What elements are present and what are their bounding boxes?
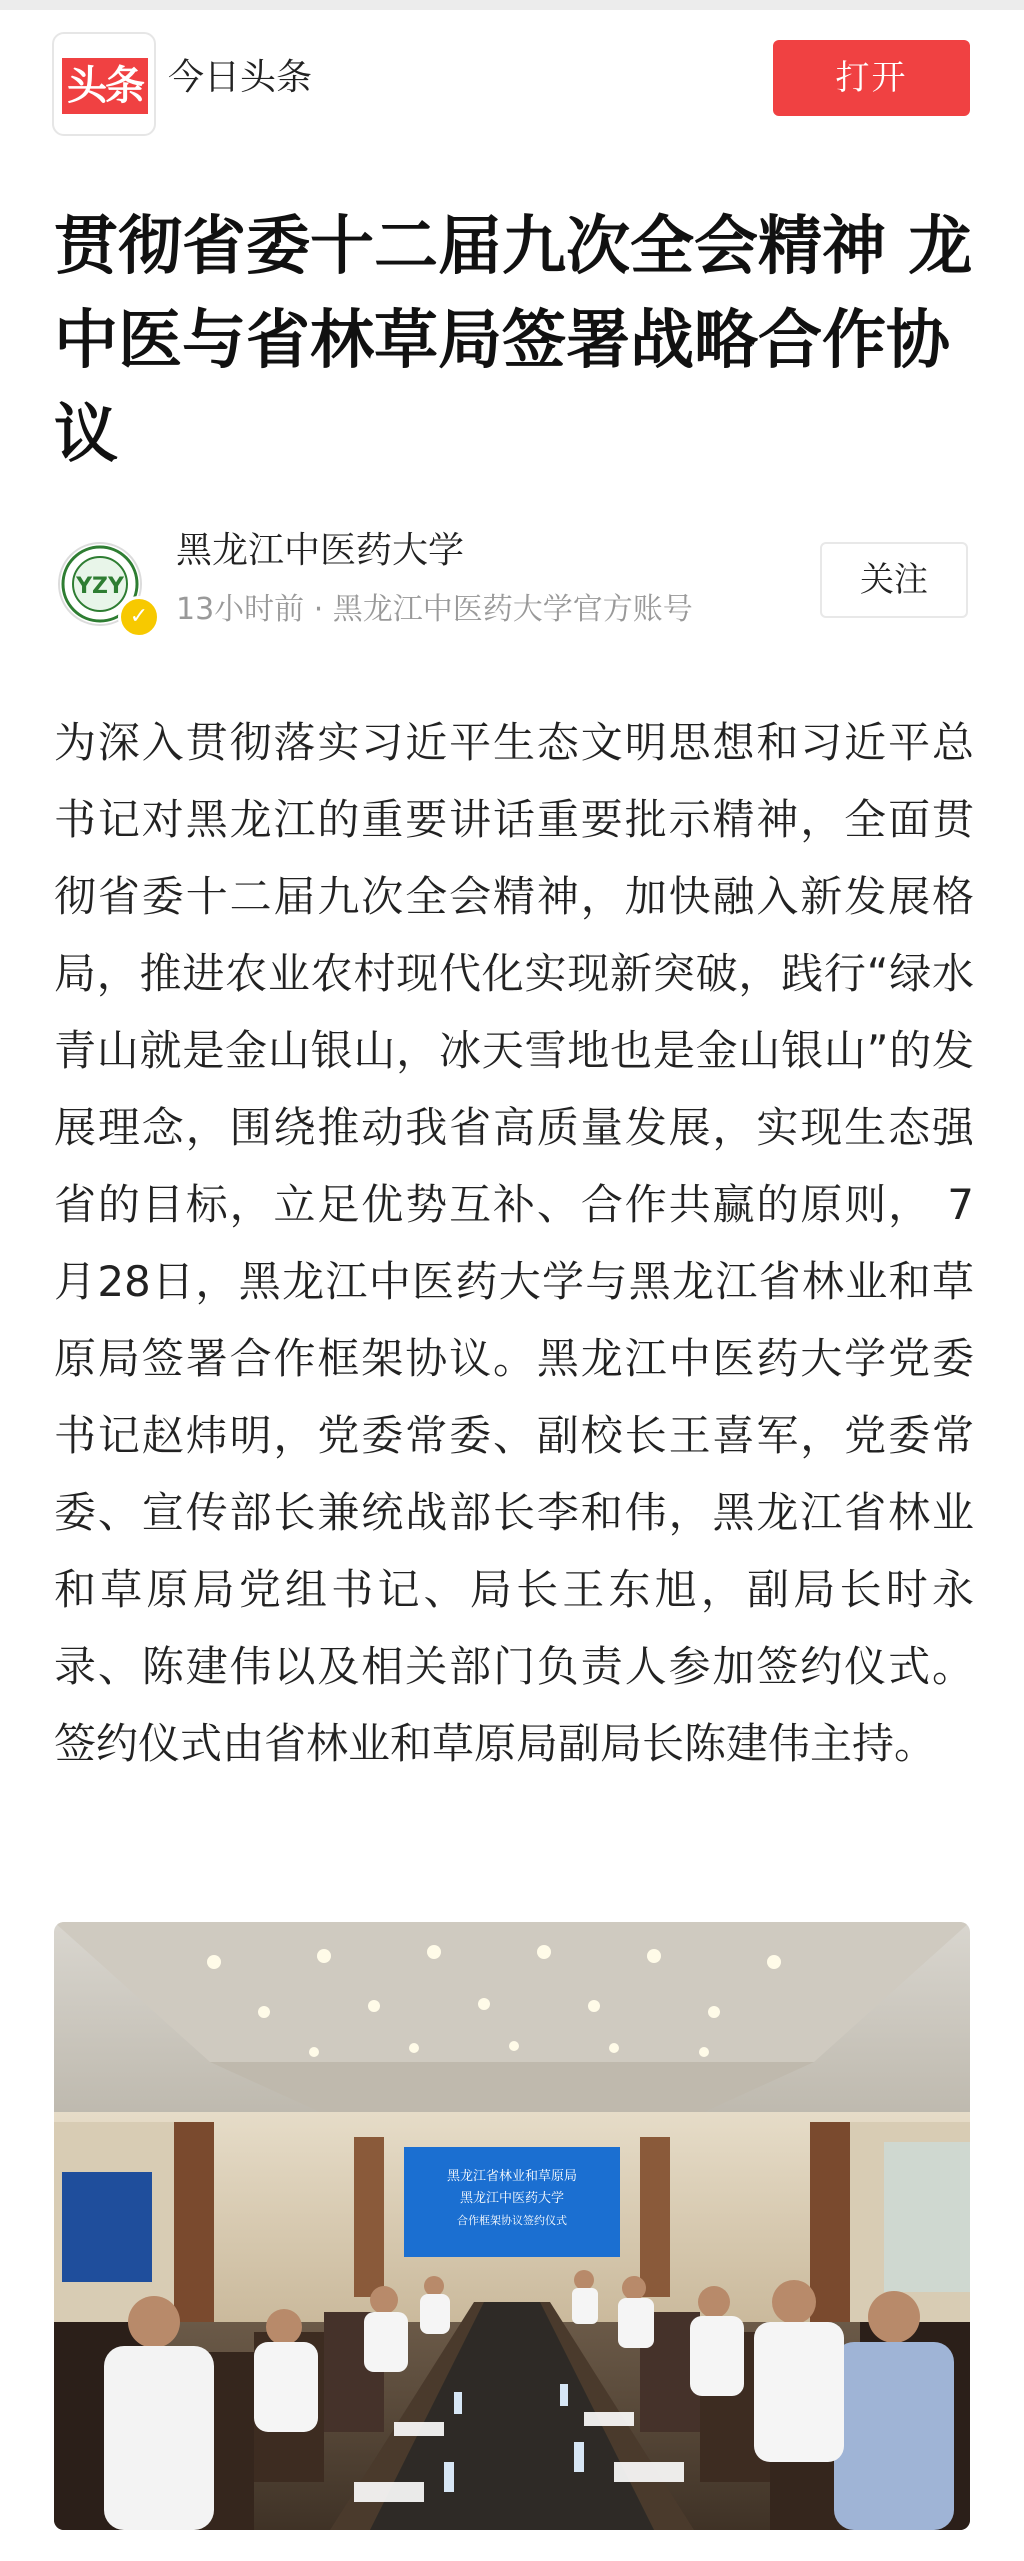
open-app-button[interactable]: 打开 (773, 40, 970, 116)
app-logo-text: 头条 (62, 58, 148, 114)
app-name: 今日头条 (168, 57, 313, 98)
author-name[interactable]: 黑龙江中医药大学 (176, 530, 465, 571)
app-banner (0, 10, 1024, 130)
article-title: 贯彻省委十二届九次全会精神 龙中医与省林草局签署战略合作协议 (54, 210, 973, 472)
toutiao-logo-icon[interactable] (52, 32, 156, 136)
screen-line-1: 黑龙江省林业和草原局 (446, 2169, 578, 2184)
author-bar (0, 520, 1024, 640)
article-body: 为深入贯彻落实习近平生态文明思想和习近平总书记对黑龙江的重要讲话重要批示精神，全面贯彻省委十二届九次全会精神，加快融入新发展格局，推进农业农村现代化实现新突破，践行“绿水青山就是金山银山，冰天雪地也是金山银山”的发展理念，围绕推动我省高质量发展，实现生态强省的目标，立足优势互补、合作共赢的原则， 7月28日，黑龙江中医药大学与黑龙江省林业和草原局签署合作框架协议。黑龙江中医药大学党委书记赵炜明，党委常委、副校长王喜军，党委常委、宣传部长兼统战部长李和伟，黑龙江省林业和草原局党组书记、局长王东旭，副局长时永录、陈建伟以及相关部门负责人参加签约仪式。签约仪式由省林业和草原局副局长陈建伟主持。 (54, 718, 974, 1768)
article-photo[interactable] (54, 1922, 970, 2530)
author-meta: 13小时前 · 黑龙江中医药大学官方账号 (176, 592, 693, 627)
screen-line-3: 合作框架协议签约仪式 (457, 2214, 567, 2227)
avatar-text: YZY (76, 574, 124, 599)
screen-text (447, 2168, 577, 2227)
status-bar-strip (0, 0, 1024, 10)
conference-room-image (54, 1922, 970, 2530)
verified-badge-icon: ✓ (118, 596, 160, 638)
follow-button[interactable]: 关注 (820, 542, 968, 618)
screen-line-2: 黑龙江中医药大学 (459, 2191, 565, 2206)
